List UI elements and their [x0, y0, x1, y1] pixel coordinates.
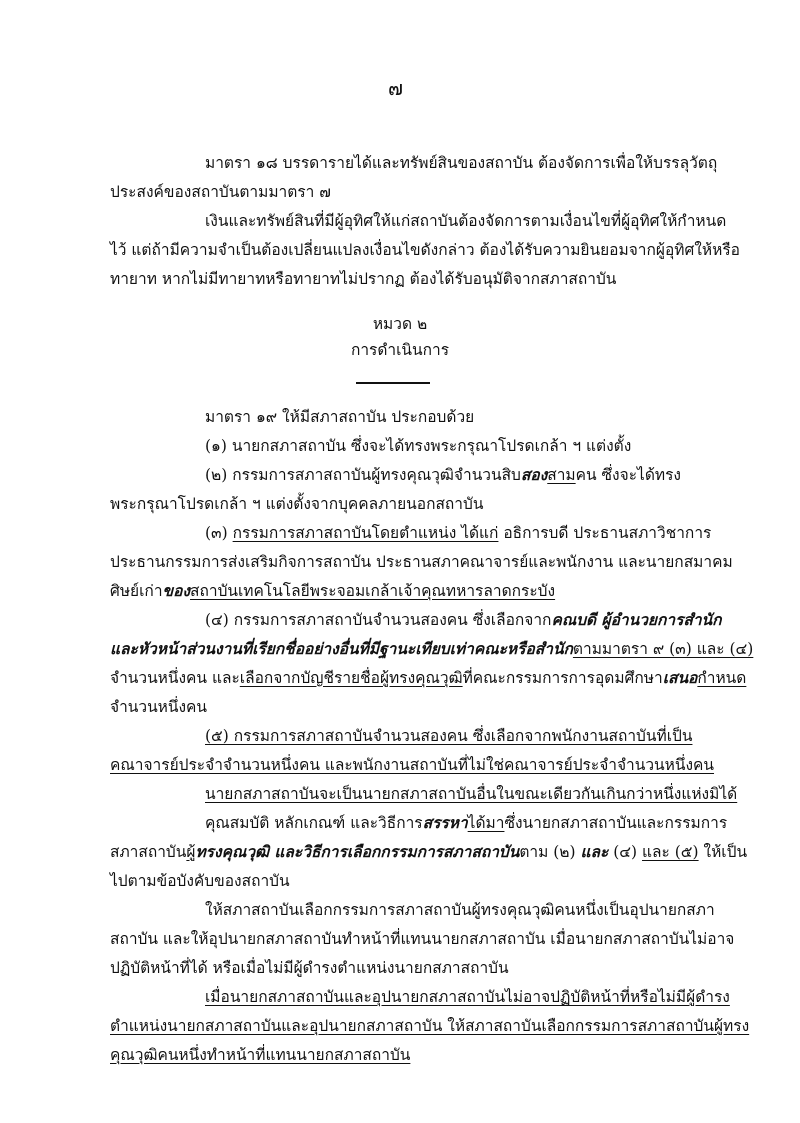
section-18-line-4: ไว้ แต่ถ้ามีความจำเป็นต้องเปลี่ยนแปลงเงื่อนไขดังกล่าว ต้องได้รับความยินยอมจากผู้อุทิศให้หรือ	[110, 241, 740, 259]
text-run: ที่คณะกรรมการการอุดมศึกษา	[462, 669, 663, 687]
section-19-para-2-line-1	[205, 813, 727, 833]
deleted-text: ของ	[162, 581, 191, 600]
section-19-item-4-line-3	[110, 668, 746, 688]
text-run: (๔) กรรมการสภาสถาบันจำนวนสองคน ซึ่งเลือกจาก	[205, 611, 552, 629]
section-19-para-4-line-1: เมื่อนายกสภาสถาบันและอุปนายกสภาสถาบันไม่อาจปฏิบัติหน้าที่หรือไม่มีผู้ดำรง	[205, 988, 730, 1006]
section-19-para-3-line-2: สถาบัน และให้อุปนายกสภาสถาบันทำหน้าที่แทนนายกสภาสถาบัน เมื่อนายกสภาสถาบันไม่อาจ	[110, 930, 735, 948]
text-run: ให้เป็น	[698, 843, 748, 861]
section-19-item-2-line-1	[205, 465, 681, 485]
inserted-text: กำหนด	[697, 669, 747, 687]
section-19-item-4-line-2	[110, 639, 753, 659]
section-19-para-4-line-2: ตำแหน่งนายกสภาสถาบันและอุปนายกสภาสถาบัน ให้สภาสถาบันเลือกกรรมการสภาสถาบันผู้ทรง	[110, 1017, 750, 1035]
text-run: (๔)	[608, 843, 643, 861]
section-19-item-5-line-1: (๕) กรรมการสภาสถาบันจำนวนสองคน ซึ่งเลือกจากพนักงานสถาบันที่เป็น	[205, 727, 693, 745]
deleted-text: ทรงคุณวุฒิ และวิธีการเลือกกรรมการสภาสถาบัน	[195, 842, 520, 861]
section-19-para-2-line-3: ไปตามข้อบังคับของสถาบัน	[110, 872, 290, 890]
section-19-item-3-line-3	[110, 581, 555, 601]
text-run: คน ซึ่งจะได้ทรง	[575, 466, 681, 484]
deleted-text: และ	[580, 842, 609, 861]
section-19-para-1: นายกสภาสถาบันจะเป็นนายกสภาสถาบันอื่นในขณะเดียวกันเกินกว่าหนึ่งแห่งมิได้	[205, 785, 738, 803]
deleted-text: สอง	[520, 465, 548, 484]
text-run: จำนวนหนึ่งคน และ	[110, 669, 240, 687]
section-19-item-3-line-2: ประธานกรรมการส่งเสริมกิจการสถาบัน ประธานสภาคณาจารย์และพนักงาน และนายกสมาคม	[110, 553, 733, 571]
chapter-number: หมวด ๒	[372, 315, 428, 333]
inserted-text: ได้มา	[467, 814, 505, 832]
inserted-text: กรรมการสภาสถาบันโดยตำแหน่ง ได้แก่	[232, 524, 499, 542]
section-18-line-5: ทายาท หากไม่มีทายาทหรือทายาทไม่ปรากฏ ต้องได้รับอนุมัติจากสภาสถาบัน	[110, 270, 617, 288]
section-19-para-3-line-1: ให้สภาสถาบันเลือกกรรมการสภาสถาบันผู้ทรงคุณวุฒิคนหนึ่งเป็นอุปนายกสภา	[205, 901, 715, 919]
inserted-text: สาม	[547, 466, 576, 484]
text-run: อธิการบดี ประธานสภาวิชาการ	[498, 524, 712, 542]
section-19-para-4-line-3: คุณวุฒิคนหนึ่งทำหน้าที่แทนนายกสภาสถาบัน	[110, 1046, 411, 1064]
text-run: (๓)	[205, 524, 233, 542]
deleted-text: สรรหา	[422, 813, 468, 832]
inserted-text: เลือกจากบัญชีรายชื่อผู้ทรงคุณวุฒิ	[239, 669, 463, 687]
chapter-divider	[356, 382, 430, 384]
section-19-para-3-line-3: ปฏิบัติหน้าที่ได้ หรือเมื่อไม่มีผู้ดำรงตำแหน่งนายกสภาสถาบัน	[110, 959, 509, 977]
section-19-intro: มาตรา ๑๙ ให้มีสภาสถาบัน ประกอบด้วย	[205, 408, 475, 426]
chapter-title: การดำเนินการ	[350, 341, 450, 359]
inserted-text: ผู้	[186, 843, 196, 861]
deleted-text: เสนอ	[662, 668, 698, 687]
deleted-text: และหัวหน้าส่วนงานที่เรียกชื่ออย่างอื่นที่มีฐานะเทียบเท่าคณะหรือสำนัก	[110, 639, 573, 658]
text-run: ซึ่งนายกสภาสถาบันและกรรมการ	[504, 814, 728, 832]
text-run: ตาม (๒)	[519, 843, 581, 861]
page-number: ๗	[388, 76, 404, 100]
section-19-item-1: (๑) นายกสภาสถาบัน ซึ่งจะได้ทรงพระกรุณาโปรดเกล้า ฯ แต่งตั้ง	[205, 437, 632, 455]
inserted-text: ตามมาตรา ๙ (๓) และ (๔)	[572, 640, 754, 658]
inserted-text: และ (๕)	[642, 843, 699, 861]
section-19-para-2-line-2	[110, 842, 747, 862]
text-run: คุณสมบัติ หลักเกณฑ์ และวิธีการ	[205, 814, 423, 832]
text-run: ศิษย์เก่า	[110, 582, 163, 600]
inserted-text: สถาบันเทคโนโลยีพระจอมเกล้าเจ้าคุณทหารลาดกระบัง	[190, 582, 556, 600]
deleted-text: คณบดี ผู้อำนวยการสำนัก	[551, 610, 722, 629]
text-run: สภาสถาบัน	[110, 843, 187, 861]
section-19-item-5-line-2: คณาจารย์ประจำจำนวนหนึ่งคน และพนักงานสถาบันที่ไม่ใช่คณาจารย์ประจำจำนวนหนึ่งคน	[110, 756, 715, 774]
section-18-line-3: เงินและทรัพย์สินที่มีผู้อุทิศให้แก่สถาบันต้องจัดการตามเงื่อนไขที่ผู้อุทิศให้กำหนด	[205, 212, 727, 230]
section-19-item-3-line-1	[205, 523, 711, 543]
section-19-item-4-line-1	[205, 610, 722, 630]
text-run: (๒) กรรมการสภาสถาบันผู้ทรงคุณวุฒิจำนวนสิบ	[205, 466, 521, 484]
section-19-item-2-line-2: พระกรุณาโปรดเกล้า ฯ แต่งตั้งจากบุคคลภายนอกสถาบัน	[110, 495, 484, 513]
section-19-item-4-line-4: จำนวนหนึ่งคน	[110, 698, 208, 716]
section-18-line-1: มาตรา ๑๘ บรรดารายได้และทรัพย์สินของสถาบัน ต้องจัดการเพื่อให้บรรลุวัตถุ	[205, 154, 718, 172]
section-18-line-2: ประสงค์ของสถาบันตามมาตรา ๗	[110, 183, 331, 201]
